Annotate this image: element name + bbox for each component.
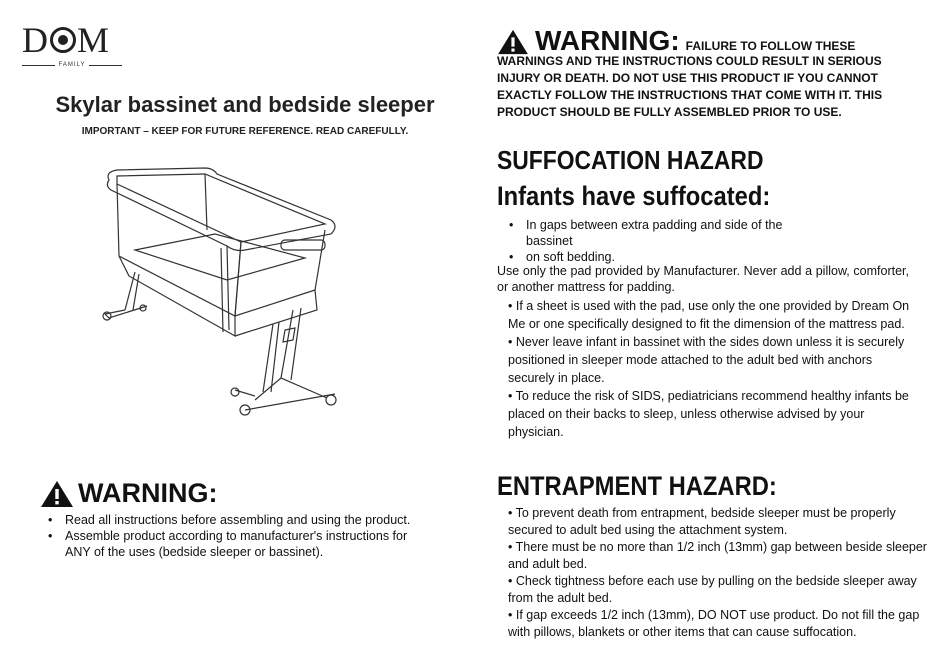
list-item-text: In gaps between extra padding and side of the bassinet <box>526 218 783 248</box>
entrapment-heading: ENTRAPMENT HAZARD: <box>497 471 777 501</box>
list-item-text: Read all instructions before assembling and using the product. <box>65 513 411 527</box>
left-warning-list <box>48 512 435 560</box>
logo-letter-m: M <box>77 20 111 60</box>
point-paragraph: • Never leave infant in bassinet with the sides down unless it is securely positioned in sleeper mode attached to the adult bed with anchors securely in place. <box>508 335 905 385</box>
suffocation-heading: SUFFOCATION HAZARD <box>497 145 764 175</box>
page-title: Skylar bassinet and bedside sleeper <box>55 92 435 117</box>
logo-rule-right <box>89 65 122 66</box>
list-item <box>48 512 435 528</box>
right-warning-body: WARNINGS AND THE INSTRUCTIONS COULD RESULT IN SERIOUS INJURY OR DEATH. DO NOT USE THIS PRODUCT IF YOU CANNOT EXACTLY FOLLOW THE INSTRUCTIONS THAT COME WITH IT. THIS PRODUCT SHOULD BE FULLY ASSEMBLED PRIOR TO USE. <box>497 54 883 119</box>
logo-family-text: FAMILY <box>58 62 86 68</box>
logo-letter-d: D <box>22 20 49 60</box>
logo-wordmark <box>22 22 122 58</box>
suffocation-list <box>509 217 826 265</box>
point-paragraph: • To prevent death from entrapment, bedside sleeper must be properly secured to adult bed using the attachment system. <box>508 506 896 537</box>
right-warning-title: WARNING: <box>535 25 680 56</box>
logo-subtext <box>22 62 122 68</box>
left-warning-heading <box>40 478 217 509</box>
page-subtitle: IMPORTANT – KEEP FOR FUTURE REFERENCE. READ CAREFULLY. <box>81 126 409 137</box>
bullet-dot: • <box>48 529 53 543</box>
list-item <box>48 528 435 560</box>
list-item <box>509 217 826 249</box>
list-item-text: Assemble product according to manufacturer's instructions for ANY of the uses (bedside sleeper or bassinet). <box>65 529 408 559</box>
suffocation-points <box>508 297 918 441</box>
warning-triangle-icon <box>40 480 74 508</box>
logo-rule-left <box>22 65 55 66</box>
right-warning-lead: FAILURE TO FOLLOW THESE <box>685 39 856 53</box>
pad-usage-paragraph: Use only the pad provided by Manufacturer. Never add a pillow, comforter, or another mattress for padding. <box>497 264 909 294</box>
entrapment-points <box>508 505 936 641</box>
point-paragraph: • There must be no more than 1/2 inch (13mm) gap between beside sleeper and adult bed. <box>508 540 927 571</box>
bullet-dot: • <box>509 250 514 264</box>
bullet-dot: • <box>509 218 514 232</box>
point-paragraph: • To reduce the risk of SIDS, pediatricians recommend healthy infants be placed on their backs to sleep, unless otherwise advised by your physician. <box>508 389 909 439</box>
list-item-text: on soft bedding. <box>526 250 615 264</box>
warning-triangle-icon <box>497 29 529 55</box>
point-paragraph: • Check tightness before each use by pulling on the bedside sleeper away from the adult bed. <box>508 574 917 605</box>
bullet-dot: • <box>48 513 53 527</box>
left-warning-title: WARNING: <box>78 478 218 508</box>
point-paragraph: • If gap exceeds 1/2 inch (13mm), DO NOT use product. Do not fill the gap with pillows, blankets or other items that can cause suffocation. <box>508 608 920 639</box>
brand-logo <box>22 22 122 68</box>
logo-heart-o-icon <box>50 27 76 53</box>
right-warning-heading <box>497 27 855 55</box>
point-paragraph: • If a sheet is used with the pad, use only the one provided by Dream On Me or one specifically designed to fit the dimension of the mattress pad. <box>508 299 910 331</box>
suffocation-subheading: Infants have suffocated: <box>497 181 771 211</box>
bassinet-illustration <box>95 160 360 432</box>
